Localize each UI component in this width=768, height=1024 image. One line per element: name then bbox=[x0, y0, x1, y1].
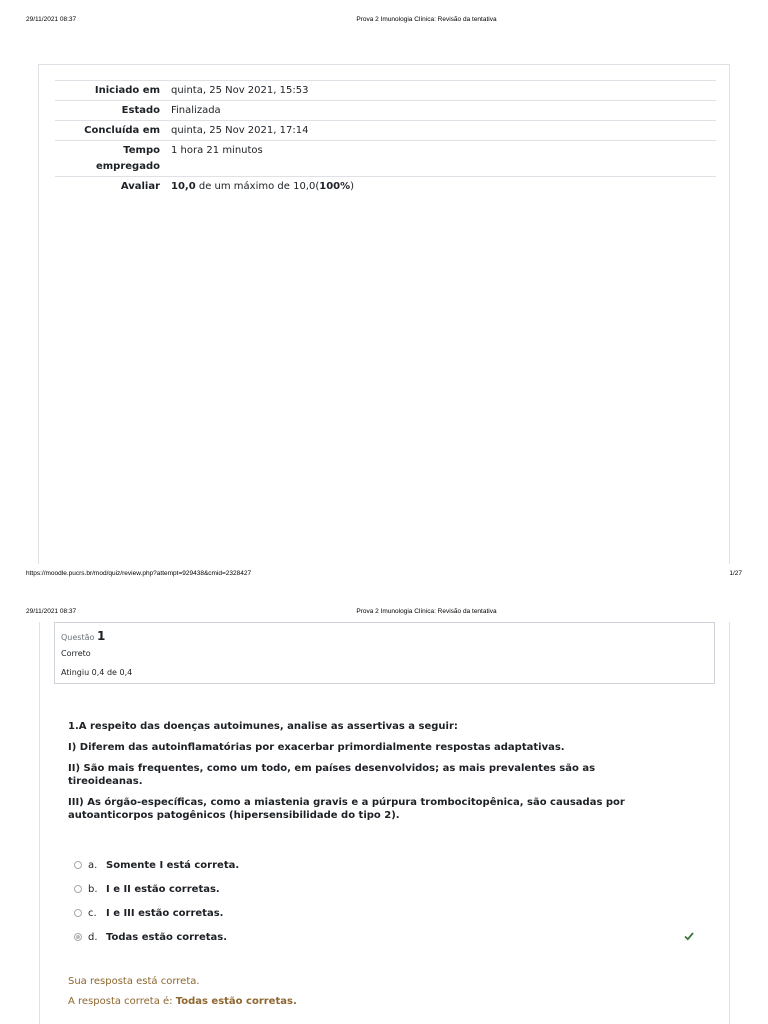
summary-row bbox=[55, 121, 716, 141]
summary-grade-value bbox=[166, 177, 716, 197]
radio-button[interactable] bbox=[74, 861, 82, 869]
summary-value: 1 hora 21 minutos bbox=[166, 141, 716, 177]
summary-key: Iniciado em bbox=[55, 81, 166, 101]
attempt-summary-table bbox=[55, 80, 716, 196]
summary-value: quinta, 25 Nov 2021, 17:14 bbox=[166, 121, 716, 141]
grade-end: ) bbox=[350, 181, 355, 192]
page-border-right bbox=[729, 622, 730, 1024]
print-url: https://moodle.pucrs.br/mod/quiz/review.php?attempt=929438&cmid=2328427 bbox=[26, 570, 252, 577]
question-paragraph: 1.A respeito das doenças autoimunes, analise as assertivas a seguir: bbox=[68, 721, 458, 732]
answer-letter: b. bbox=[88, 883, 98, 895]
answer-option-a[interactable] bbox=[74, 853, 704, 877]
feedback-text: Sua resposta está correta. bbox=[68, 976, 200, 987]
summary-value: quinta, 25 Nov 2021, 15:53 bbox=[166, 81, 716, 101]
print-header-page2 bbox=[0, 608, 768, 622]
summary-row bbox=[55, 101, 716, 121]
question-feedback bbox=[68, 975, 668, 1015]
question-info-box bbox=[54, 622, 715, 684]
answer-option-c[interactable] bbox=[74, 901, 704, 925]
answer-text: Todas estão corretas. bbox=[106, 931, 228, 943]
radio-button[interactable] bbox=[74, 909, 82, 917]
right-answer-prefix: A resposta correta é: bbox=[68, 996, 176, 1007]
print-page-number: 1/27 bbox=[729, 570, 742, 577]
question-number bbox=[61, 629, 105, 643]
summary-row-grade bbox=[55, 177, 716, 197]
summary-row bbox=[55, 141, 716, 177]
radio-button-selected[interactable] bbox=[74, 933, 82, 941]
answer-option-d[interactable] bbox=[74, 925, 704, 949]
question-mark: Atingiu 0,4 de 0,4 bbox=[61, 668, 133, 677]
print-datetime: 29/11/2021 08:37 bbox=[26, 608, 77, 615]
question-paragraph: III) As órgão-específicas, como a miastenia gravis e a púrpura trombocitopênica, são causadas por autoanticorpos patogênicos (hipersensibilidade do tipo 2). bbox=[68, 797, 625, 821]
summary-key: Tempo empregado bbox=[55, 141, 166, 177]
question-paragraph: I) Diferem das autoinflamatórias por exacerbar primordialmente respostas adaptativas. bbox=[68, 742, 565, 753]
check-icon bbox=[684, 931, 694, 941]
summary-key: Estado bbox=[55, 101, 166, 121]
attempt-summary-box bbox=[38, 64, 730, 564]
summary-value: Finalizada bbox=[166, 101, 716, 121]
grade-score: 10,0 bbox=[171, 181, 196, 192]
answer-letter: c. bbox=[88, 907, 97, 919]
print-datetime: 29/11/2021 08:37 bbox=[26, 16, 77, 23]
answer-text: I e II estão corretas. bbox=[106, 883, 220, 895]
print-header-page1 bbox=[0, 16, 768, 30]
question-label: Questão bbox=[61, 633, 95, 642]
print-footer-page1 bbox=[0, 570, 768, 584]
question-state: Correto bbox=[61, 649, 91, 658]
summary-key: Concluída em bbox=[55, 121, 166, 141]
right-answer bbox=[68, 995, 668, 1009]
answer-letter: d. bbox=[88, 931, 98, 943]
summary-key: Avaliar bbox=[55, 177, 166, 197]
radio-button[interactable] bbox=[74, 885, 82, 893]
right-answer-value: Todas estão corretas. bbox=[175, 996, 297, 1007]
answer-option-b[interactable] bbox=[74, 877, 704, 901]
answer-list bbox=[74, 853, 704, 949]
summary-row bbox=[55, 81, 716, 101]
grade-percent: 100% bbox=[319, 181, 351, 192]
print-title: Prova 2 Imunologia Clínica: Revisão da tentativa bbox=[356, 16, 497, 23]
answer-text: I e III estão corretas. bbox=[106, 907, 224, 919]
question-paragraph: II) São mais frequentes, como um todo, em países desenvolvidos; as mais prevalentes são as tireoideanas. bbox=[68, 763, 596, 787]
print-title: Prova 2 Imunologia Clínica: Revisão da tentativa bbox=[356, 608, 497, 615]
answer-text: Somente I está correta. bbox=[106, 859, 240, 871]
question-text bbox=[68, 720, 668, 830]
grade-middle: de um máximo de 10,0( bbox=[195, 181, 320, 192]
answer-letter: a. bbox=[88, 859, 98, 871]
question-number-value: 1 bbox=[96, 629, 106, 643]
page-border-left bbox=[39, 622, 40, 1024]
